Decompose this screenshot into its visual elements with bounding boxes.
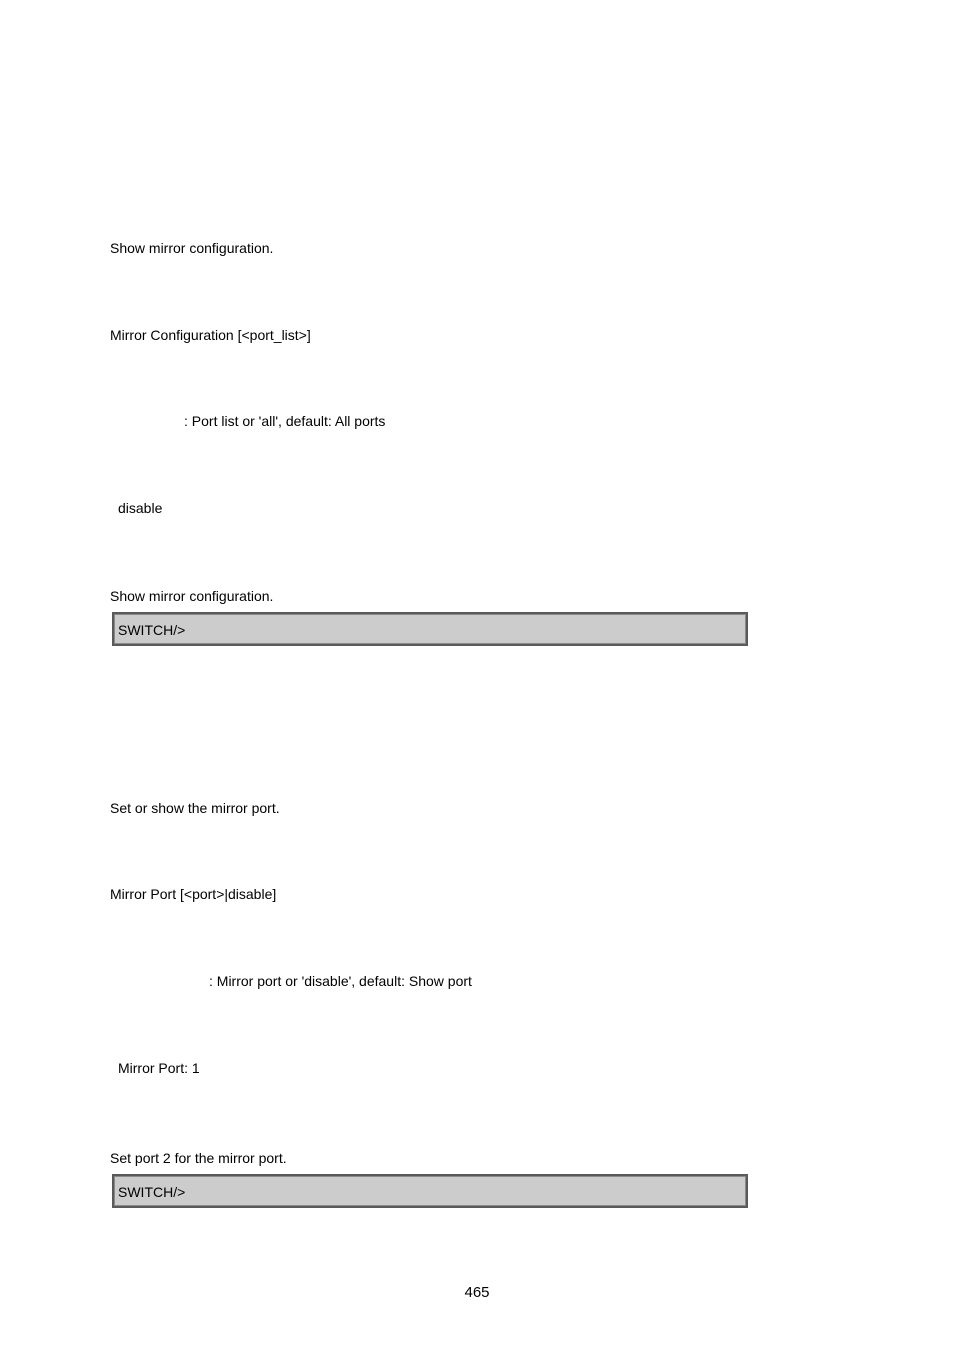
description-text: Show mirror configuration. bbox=[110, 240, 274, 256]
parameter-text: : Mirror port or 'disable', default: Show port bbox=[209, 973, 472, 989]
example-command-box bbox=[112, 612, 748, 646]
default-value-text: Mirror Port: 1 bbox=[118, 1060, 200, 1076]
command-prompt: SWITCH/> bbox=[118, 1184, 186, 1200]
description-text: Set or show the mirror port. bbox=[110, 800, 280, 816]
page-number: 465 bbox=[464, 1284, 490, 1301]
example-caption: Set port 2 for the mirror port. bbox=[110, 1150, 287, 1166]
example-command-box bbox=[112, 1174, 748, 1208]
default-value-text: disable bbox=[118, 500, 163, 516]
command-prompt: SWITCH/> bbox=[118, 622, 186, 638]
syntax-text: Mirror Port [<port>|disable] bbox=[110, 886, 277, 902]
parameter-text: : Port list or 'all', default: All ports bbox=[184, 413, 386, 429]
example-caption: Show mirror configuration. bbox=[110, 588, 274, 604]
syntax-text: Mirror Configuration [<port_list>] bbox=[110, 327, 311, 343]
